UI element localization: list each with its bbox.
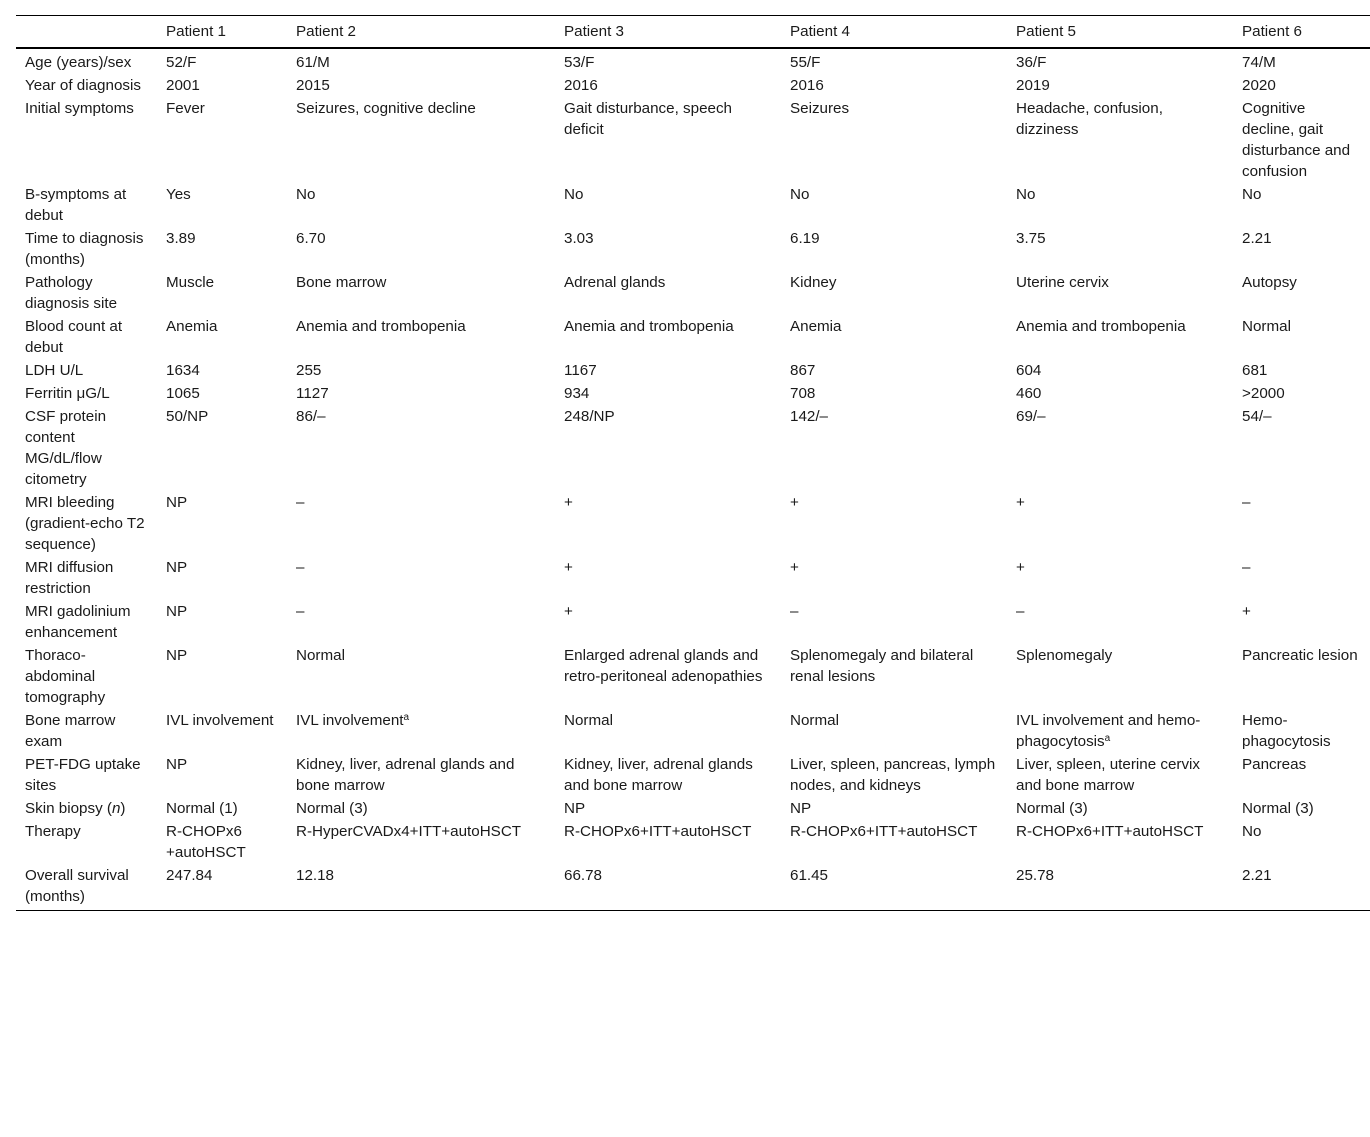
table-row [16,864,1370,911]
table-cell: 12.18 [296,867,335,884]
row-label: Therapy [25,823,81,840]
table-cell: + [564,494,573,511]
table-cell: Bone marrow [296,274,387,291]
table-cell: 867 [790,362,816,379]
table-cell: 55/F [790,54,821,71]
table-cell: Gait disturbance, speech deficit [564,100,733,138]
header-cell-patient-4: Patient 4 [790,23,850,40]
table-container [16,15,1370,911]
row-label: B-symptoms at debut [25,186,127,224]
row-label: Bone marrow exam [25,712,116,750]
row-label: LDH U/L [25,362,84,379]
table-cell: No [790,186,810,203]
table-cell: 36/F [1016,54,1047,71]
table-cell: 6.19 [790,230,820,247]
table-cell: 2.21 [1242,230,1272,247]
table-cell: 2016 [790,77,824,94]
table-row [16,644,1370,709]
table-cell: 255 [296,362,322,379]
table-cell: R-CHOPx6+ITT+autoHSCT [564,823,752,840]
row-label: Blood count at debut [25,318,123,356]
table-cell: 3.75 [1016,230,1046,247]
table-cell: 1065 [166,385,200,402]
table-cell: 54/– [1242,408,1272,425]
table-cell: 142/– [790,408,829,425]
table-cell: + [1242,603,1251,620]
row-label: Initial symptoms [25,100,134,117]
table-cell: Autopsy [1242,274,1297,291]
table-cell: NP [166,647,188,664]
table-cell: NP [166,559,188,576]
table-cell: Seizures, cognitive decline [296,100,476,117]
table-cell: Cognitive decline, gait disturbance and confusion [1242,100,1351,180]
table-cell: NP [166,756,188,773]
table-cell: 3.03 [564,230,594,247]
table-cell: 66.78 [564,867,603,884]
table-row [16,797,1370,820]
table-cell: Normal [564,712,613,729]
row-label: Ferritin μG/L [25,385,110,402]
table-cell: Anemia [790,318,842,335]
table-row [16,382,1370,405]
table-cell: Normal (3) [1016,800,1088,817]
table-row [16,491,1370,556]
table-cell: Kidney, liver, adrenal glands and bone marrow [564,756,753,794]
table-cell: 52/F [166,54,197,71]
table-cell: + [1016,494,1025,511]
table-cell: Anemia [166,318,218,335]
table-cell: 248/NP [564,408,615,425]
table-cell: 1167 [564,362,597,379]
table-row [16,820,1370,864]
table-row [16,359,1370,382]
table-cell: – [1016,603,1025,620]
table-row [16,600,1370,644]
row-label: Overall survival (months) [25,867,129,905]
table-cell: Splenomegaly and bilateral renal lesions [790,647,974,685]
table-cell: Adrenal glands [564,274,666,291]
table-cell: Liver, spleen, uterine cervix and bone marrow [1016,756,1201,794]
row-label: Time to diagnosis (months) [25,230,144,268]
table-cell: R-HyperCVADx4+ITT+autoHSCT [296,823,522,840]
table-cell: No [1242,823,1262,840]
table-cell: Anemia and trombopenia [296,318,466,335]
table-cell: 2015 [296,77,330,94]
row-label: Age (years)/sex [25,54,132,71]
table-cell: 53/F [564,54,595,71]
table-cell: 3.89 [166,230,196,247]
header-cell-patient-6: Patient 6 [1242,23,1302,40]
table-cell: Headache, confusion, dizziness [1016,100,1163,138]
table-cell: Hemo-phagocytosis [1242,712,1331,750]
table-cell: – [1242,559,1251,576]
table-cell: Enlarged adrenal glands and retro-peritoneal adenopathies [564,647,763,685]
table-cell: Normal [296,647,345,664]
table-cell: Normal [1242,318,1291,335]
table-cell: 604 [1016,362,1042,379]
table-cell: 1634 [166,362,200,379]
table-cell: R-CHOPx6+ITT+autoHSCT [790,823,978,840]
table-cell: IVL involvement [166,712,274,729]
table-cell: 2020 [1242,77,1276,94]
header-cell-patient-5: Patient 5 [1016,23,1076,40]
row-label [16,797,157,820]
row-label: Pathology diagnosis site [25,274,118,312]
table-cell: Normal (3) [296,800,368,817]
table-cell: No [1016,186,1036,203]
table-cell: NP [564,800,586,817]
table-cell: 61/M [296,54,330,71]
table-row [16,405,1370,491]
row-label-italic: n [111,800,121,817]
table-cell [287,709,555,753]
header-cell-patient-2: Patient 2 [296,23,356,40]
table-cell: – [790,603,799,620]
table-cell: NP [166,603,188,620]
table-cell: 460 [1016,385,1042,402]
table-row [16,315,1370,359]
table-cell: NP [790,800,812,817]
table-cell: + [564,559,573,576]
table-cell: No [1242,186,1262,203]
table-cell: + [790,494,799,511]
table-cell: 2.21 [1242,867,1272,884]
header-row [16,16,1370,49]
table-cell: Yes [166,186,191,203]
table-cell: Uterine cervix [1016,274,1109,291]
table-row [16,271,1370,315]
table-cell: NP [166,494,188,511]
table-row [16,183,1370,227]
table-cell: Normal (1) [166,800,238,817]
table-row [16,709,1370,753]
row-label: Year of diagnosis [25,77,141,94]
table-cell: – [296,494,305,511]
table-cell: 1127 [296,385,329,402]
table-cell: 74/M [1242,54,1276,71]
table-row [16,97,1370,183]
table-cell: – [296,603,305,620]
table-cell: Anemia and trombopenia [564,318,734,335]
cell-text: IVL involvement and hemo-phagocytosis [1016,712,1201,750]
table-cell: R-CHOPx6 +autoHSCT [166,823,246,861]
table-cell: + [564,603,573,620]
table-cell: 934 [564,385,590,402]
table-cell: Kidney, liver, adrenal glands and bone marrow [296,756,515,794]
table-cell: R-CHOPx6+ITT+autoHSCT [1016,823,1204,840]
table-cell: Normal (3) [1242,800,1314,817]
table-cell: 25.78 [1016,867,1055,884]
row-label: Thoraco-abdominal tomography [25,647,106,706]
table-cell: 6.70 [296,230,326,247]
table-row [16,48,1370,74]
table-cell: No [296,186,316,203]
table-cell: 61.45 [790,867,829,884]
table-cell: Seizures [790,100,850,117]
row-label-end: ) [120,800,126,817]
table-cell: 2016 [564,77,598,94]
table-cell: 50/NP [166,408,209,425]
table-cell: 2019 [1016,77,1050,94]
table-cell: + [1016,559,1025,576]
header-cell-patient-3: Patient 3 [564,23,624,40]
table-cell: Pancreas [1242,756,1307,773]
header-cell-patient-1: Patient 1 [166,23,226,40]
cell-text: IVL involvement [296,712,404,729]
table-cell: – [296,559,305,576]
table-cell: Pancreatic lesion [1242,647,1358,664]
table-cell: 86/– [296,408,326,425]
table-cell: + [790,559,799,576]
table-cell: Normal [790,712,839,729]
table-cell: 2001 [166,77,200,94]
table-cell: No [564,186,584,203]
table-row [16,556,1370,600]
table-cell: Muscle [166,274,215,291]
table-cell: Anemia and trombopenia [1016,318,1186,335]
table-cell [1007,709,1233,753]
table-cell: >2000 [1242,385,1285,402]
table-row [16,753,1370,797]
row-label: MRI bleeding (gradient-echo T2 sequence) [25,494,145,553]
table-cell: – [1242,494,1251,511]
table-cell: 69/– [1016,408,1046,425]
table-cell: Kidney [790,274,837,291]
header-cell-empty [16,16,157,49]
patient-table [16,15,1370,911]
table-row [16,74,1370,97]
table-cell: 681 [1242,362,1268,379]
footnote-marker: a [403,712,410,723]
row-label-text: Skin biopsy ( [25,800,112,817]
table-row [16,227,1370,271]
table-cell: Splenomegaly [1016,647,1113,664]
footnote-marker: a [1104,733,1111,744]
table-cell: Fever [166,100,205,117]
row-label: PET-FDG uptake sites [25,756,141,794]
table-cell: Liver, spleen, pancreas, lymph nodes, and kidneys [790,756,996,794]
table-cell: 708 [790,385,816,402]
table-cell: 247.84 [166,867,213,884]
row-label: MRI gadolinium enhancement [25,603,131,641]
row-label: CSF protein content MG/dL/flow citometry [25,408,107,488]
row-label: MRI diffusion restriction [25,559,114,597]
